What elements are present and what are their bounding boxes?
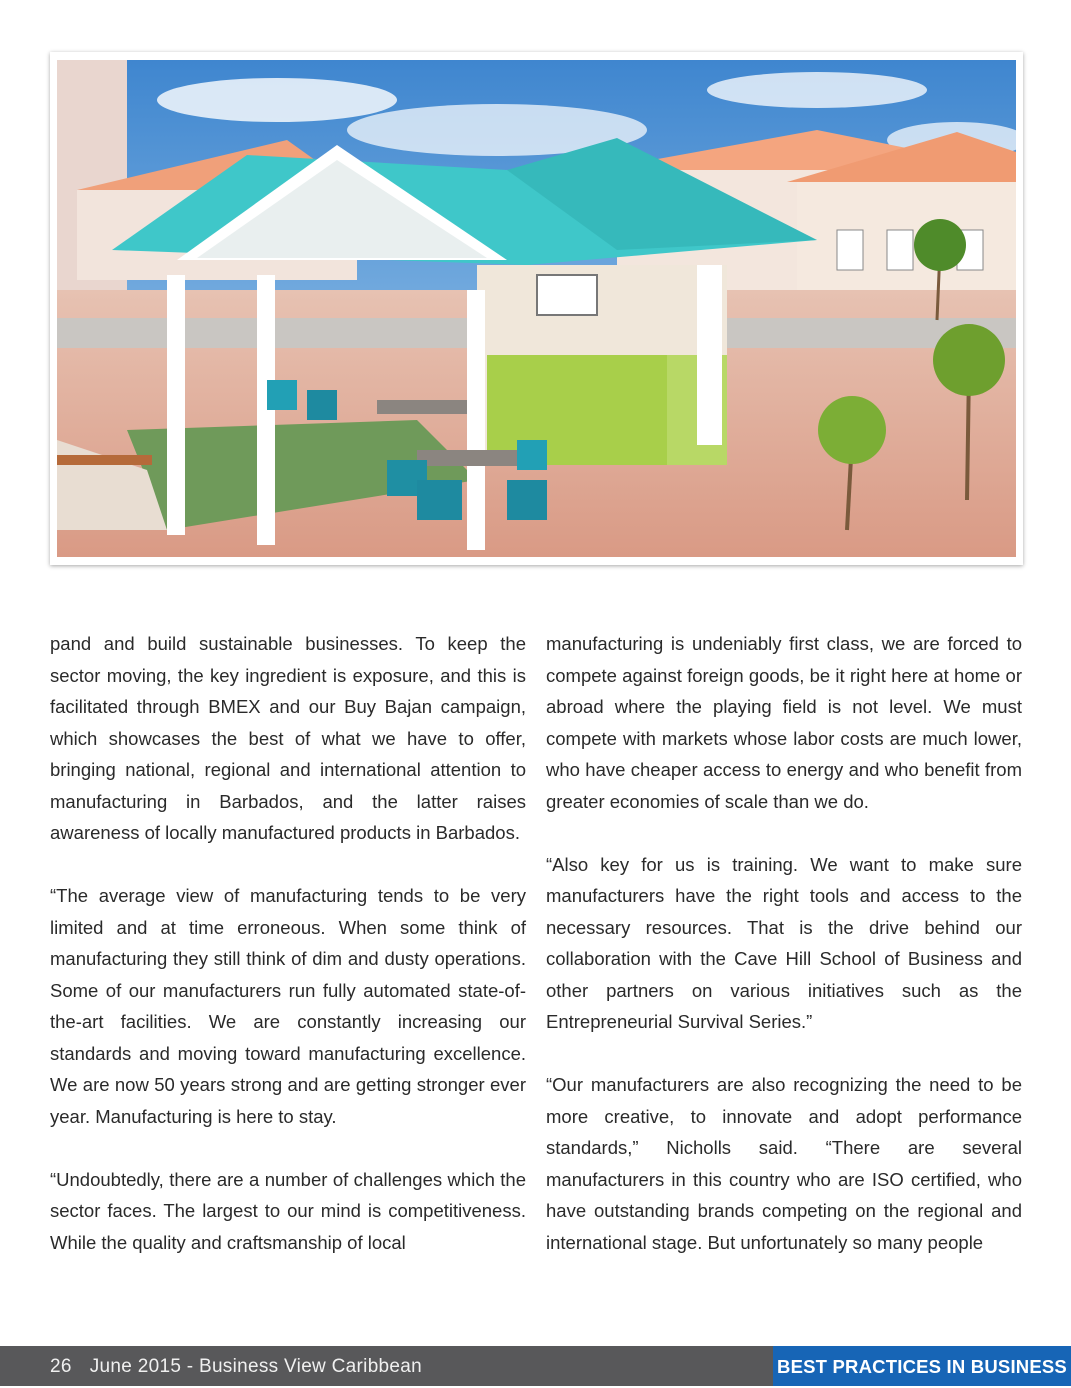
article-paragraph: manufacturing is undeniably first class, we are forced to compete against foreign goods, be it right here at home or abroad where the playing field is not level. We must compete with markets whose labor costs are much lower, who have cheaper access to energy and who benefit from greater economies of scale than we do. bbox=[546, 633, 1022, 812]
footer-info bbox=[50, 1346, 422, 1386]
article-paragraph: “Our manufacturers are also recognizing the need to be more creative, to innovate and adopt performance standards,” Nicholls said. “There are several manufacturers in this country who are ISO certified, who have outstanding brands competing on the regional and international stage. But unfortunately so many people bbox=[546, 1074, 1022, 1253]
section-label: BEST PRACTICES IN BUSINESS bbox=[773, 1346, 1071, 1386]
page-footer bbox=[0, 1346, 1071, 1386]
issue-label: June 2015 - Business View Caribbean bbox=[89, 1356, 423, 1377]
photo-kiosk-pavilion-icon bbox=[57, 60, 1016, 557]
article-paragraph: “The average view of manufacturing tends to be very limited and at time erroneous. When some think of manufacturing they still think of dim and dusty operations. Some of our manufacturers run fully automated state-of-the-art facilities. We are constantly increasing our standards and moving toward manufacturing excellence. We are now 50 years strong and are getting stronger ever year. Manufacturing is here to stay. bbox=[50, 885, 526, 1127]
article-paragraph: “Undoubtedly, there are a number of challenges which the sector faces. The largest to our mind is competitiveness. While the quality and craftsmanship of local bbox=[50, 1168, 526, 1253]
page-number: 26 bbox=[50, 1356, 72, 1377]
article-column-right bbox=[546, 628, 1022, 1258]
article-photo bbox=[50, 52, 1023, 565]
article-paragraph: “Also key for us is training. We want to make sure manufacturers have the right tools and access to the necessary resources. That is the drive behind our collaboration with the Cave Hill School of Business and other partners on various initiatives such as the Entrepreneurial Survival Series.” bbox=[546, 853, 1022, 1032]
article-column-left bbox=[50, 628, 526, 1258]
article-paragraph: pand and build sustainable businesses. To keep the sector moving, the key ingredient is exposure, and this is facilitated through BMEX and our Buy Bajan campaign, which showcases the best of what we have to offer, bringing national, regional and international attention to manufacturing in Barbados, and the latter raises awareness of locally manufactured products in Barbados. bbox=[50, 633, 526, 843]
